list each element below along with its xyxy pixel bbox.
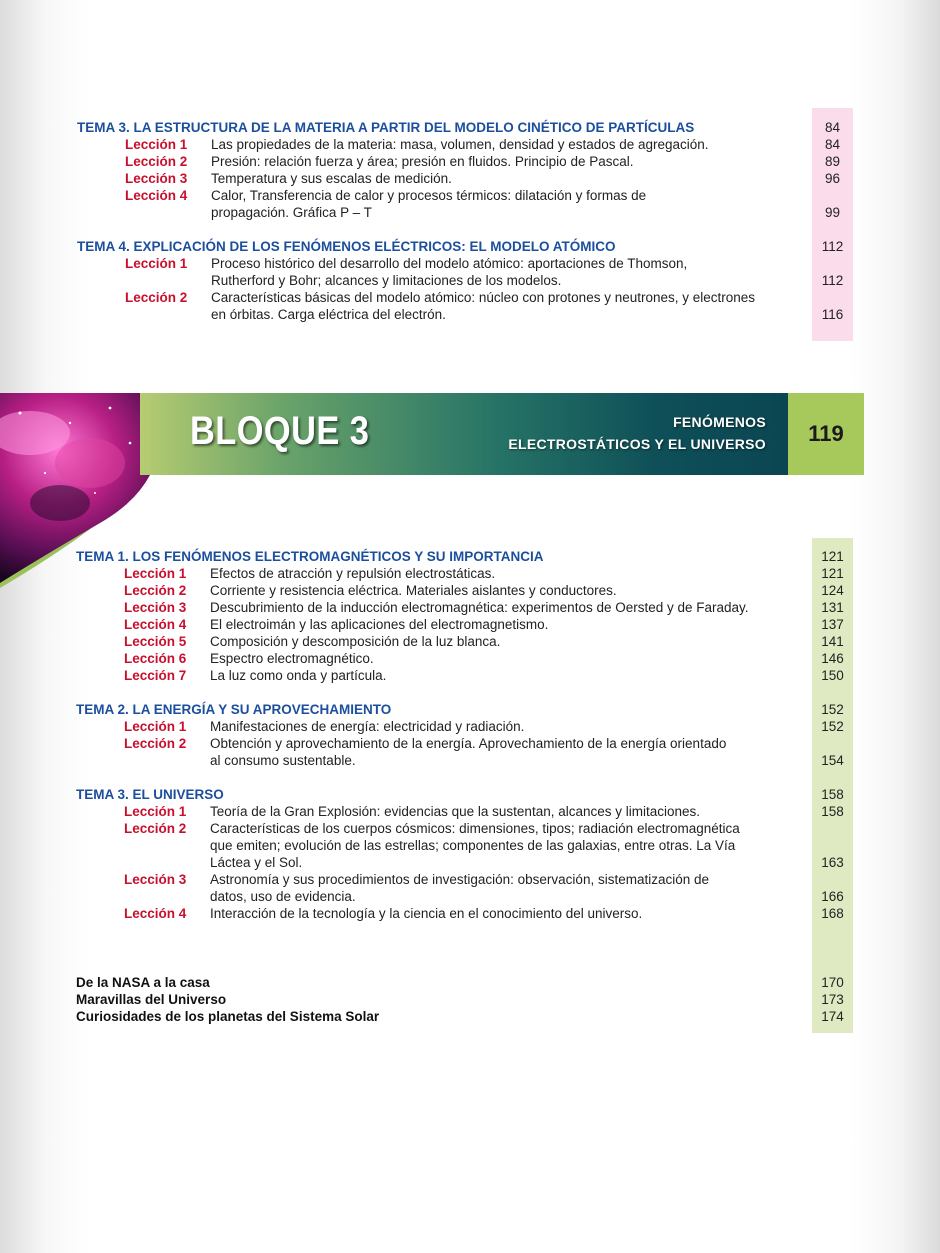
lesson-row-cont[interactable] (0, 837, 940, 854)
toc-block2-tail (0, 119, 940, 323)
lesson-label: Lección 7 (124, 668, 187, 683)
lesson-label: Lección 4 (125, 188, 188, 203)
page-number: 168 (821, 906, 844, 921)
tema-title: TEMA 4. EXPLICACIÓN DE LOS FENÓMENOS ELÉCTRICOS: EL MODELO ATÓMICO (77, 239, 616, 254)
tema-title: TEMA 3. LA ESTRUCTURA DE LA MATERIA A PARTIR DEL MODELO CINÉTICO DE PARTÍCULAS (77, 120, 695, 135)
page-number: 166 (821, 889, 844, 904)
lesson-row[interactable] (0, 289, 940, 306)
lesson-row[interactable] (0, 565, 940, 582)
tema-row[interactable] (0, 238, 940, 255)
page-number: 121 (821, 549, 844, 564)
lesson-label: Lección 2 (125, 290, 188, 305)
page-number: 150 (821, 668, 844, 683)
page-number: 121 (821, 566, 844, 581)
lesson-text: Las propiedades de la materia: masa, volumen, densidad y estados de agregación. (211, 137, 709, 152)
lesson-text: Características de los cuerpos cósmicos: dimensiones, tipos; radiación electromagnética (210, 821, 740, 836)
lesson-text: Láctea y el Sol. (210, 855, 303, 870)
lesson-row-cont[interactable] (0, 272, 940, 289)
page-number: 154 (821, 753, 844, 768)
lesson-row[interactable] (0, 153, 940, 170)
lesson-row[interactable] (0, 820, 940, 837)
block-title-line2: ELECTROSTÁTICOS Y EL UNIVERSO (508, 436, 766, 452)
lesson-text: Temperatura y sus escalas de medición. (211, 171, 452, 186)
lesson-row[interactable] (0, 582, 940, 599)
page-number: 137 (821, 617, 844, 632)
lesson-label: Lección 4 (124, 906, 187, 921)
tema-row[interactable] (0, 701, 940, 718)
lesson-row[interactable] (0, 170, 940, 187)
tema-title: TEMA 2. LA ENERGÍA Y SU APROVECHAMIENTO (76, 702, 392, 717)
lesson-text: Características básicas del modelo atómico: núcleo con protones y neutrones, y electrones (211, 290, 756, 305)
spacer (0, 769, 940, 786)
lesson-row[interactable] (0, 803, 940, 820)
lesson-text: datos, uso de evidencia. (210, 889, 356, 904)
lesson-row[interactable] (0, 136, 940, 153)
block-title (508, 411, 766, 455)
toc-extras (0, 974, 940, 1025)
lesson-text: Proceso histórico del desarrollo del modelo atómico: aportaciones de Thomson, (211, 256, 688, 271)
lesson-row[interactable] (0, 905, 940, 922)
lesson-text: Composición y descomposición de la luz blanca. (210, 634, 501, 649)
lesson-text: Rutherford y Bohr; alcances y limitaciones de los modelos. (211, 273, 562, 288)
page-number: 170 (821, 975, 844, 990)
lesson-label: Lección 3 (124, 600, 187, 615)
lesson-text: Teoría de la Gran Explosión: evidencias que la sustentan, alcances y limitaciones. (210, 804, 701, 819)
extra-title: Curiosidades de los planetas del Sistema Solar (76, 1009, 380, 1024)
tema-row[interactable] (0, 548, 940, 565)
spacer (0, 684, 940, 701)
lesson-text: Obtención y aprovechamiento de la energía. Aprovechamiento de la energía orientado (210, 736, 727, 751)
page-number: 116 (821, 307, 844, 322)
lesson-label: Lección 2 (125, 154, 188, 169)
lesson-row[interactable] (0, 718, 940, 735)
page-number: 141 (821, 634, 844, 649)
lesson-text: Astronomía y sus procedimientos de investigación: observación, sistematización de (210, 872, 709, 887)
toc-block3 (0, 548, 940, 922)
lesson-label: Lección 6 (124, 651, 187, 666)
lesson-row-cont[interactable] (0, 306, 940, 323)
lesson-label: Lección 5 (124, 634, 187, 649)
lesson-text: en órbitas. Carga eléctrica del electrón. (211, 307, 446, 322)
tema-row[interactable] (0, 786, 940, 803)
page-number: 124 (821, 583, 844, 598)
lesson-label: Lección 2 (124, 736, 187, 751)
lesson-row[interactable] (0, 871, 940, 888)
page-number: 152 (821, 702, 844, 717)
lesson-row-cont[interactable] (0, 888, 940, 905)
lesson-row[interactable] (0, 633, 940, 650)
page-number: 96 (824, 171, 841, 186)
page-number: 146 (821, 651, 844, 666)
spacer (0, 221, 940, 238)
lesson-label: Lección 3 (124, 872, 187, 887)
block-banner (0, 393, 864, 475)
lesson-text: Manifestaciones de energía: electricidad y radiación. (210, 719, 525, 734)
lesson-text: El electroimán y las aplicaciones del electromagnetismo. (210, 617, 549, 632)
extra-row[interactable] (0, 1008, 940, 1025)
lesson-label: Lección 1 (125, 256, 188, 271)
lesson-text: Espectro electromagnético. (210, 651, 374, 666)
lesson-row[interactable] (0, 187, 940, 204)
lesson-row-cont[interactable] (0, 752, 940, 769)
lesson-text: Corriente y resistencia eléctrica. Materiales aislantes y conductores. (210, 583, 617, 598)
block-label: BLOQUE 3 (190, 409, 370, 453)
extra-row[interactable] (0, 974, 940, 991)
page-number: 152 (821, 719, 844, 734)
lesson-label: Lección 1 (124, 566, 187, 581)
lesson-row-cont[interactable] (0, 204, 940, 221)
block-title-line1: FENÓMENOS (673, 414, 766, 430)
tema-title: TEMA 3. EL UNIVERSO (76, 787, 224, 802)
page-number: 99 (824, 205, 841, 220)
extra-row[interactable] (0, 991, 940, 1008)
extra-title: Maravillas del Universo (76, 992, 227, 1007)
lesson-label: Lección 1 (125, 137, 188, 152)
lesson-label: Lección 1 (124, 719, 187, 734)
lesson-label: Lección 4 (124, 617, 187, 632)
lesson-row[interactable] (0, 735, 940, 752)
page-number: 174 (821, 1009, 844, 1024)
lesson-row-cont[interactable] (0, 854, 940, 871)
page-number: 131 (821, 600, 844, 615)
page-number: 112 (821, 273, 844, 288)
lesson-label: Lección 2 (124, 583, 187, 598)
page-number: 84 (824, 137, 841, 152)
lesson-label: Lección 3 (125, 171, 188, 186)
tema-row[interactable] (0, 119, 940, 136)
lesson-text: propagación. Gráfica P – T (211, 205, 372, 220)
page-number: 163 (821, 855, 844, 870)
tema-title: TEMA 1. LOS FENÓMENOS ELECTROMAGNÉTICOS Y SU IMPORTANCIA (76, 549, 544, 564)
lesson-label: Lección 1 (124, 804, 187, 819)
page-number: 84 (824, 120, 841, 135)
lesson-row[interactable] (0, 667, 940, 684)
lesson-row[interactable] (0, 650, 940, 667)
lesson-text: Presión: relación fuerza y área; presión en fluidos. Principio de Pascal. (211, 154, 634, 169)
lesson-text: Descubrimiento de la inducción electromagnética: experimentos de Oersted y de Faraday. (210, 600, 749, 615)
lesson-text: La luz como onda y partícula. (210, 668, 387, 683)
page-number: 112 (821, 239, 844, 254)
lesson-row[interactable] (0, 616, 940, 633)
block-page-number: 119 (788, 393, 864, 475)
lesson-text: al consumo sustentable. (210, 753, 356, 768)
lesson-text: Efectos de atracción y repulsión electrostáticas. (210, 566, 496, 581)
page-number: 173 (821, 992, 844, 1007)
lesson-row[interactable] (0, 599, 940, 616)
lesson-text: Calor, Transferencia de calor y procesos térmicos: dilatación y formas de (211, 188, 647, 203)
lesson-text: Interacción de la tecnología y la ciencia en el conocimiento del universo. (210, 906, 643, 921)
extra-title: De la NASA a la casa (76, 975, 210, 990)
lesson-label: Lección 2 (124, 821, 187, 836)
lesson-text: que emiten; evolución de las estrellas; componentes de las galaxias, entre otras. La Vía (210, 838, 736, 853)
page-number: 89 (824, 154, 841, 169)
page-number: 158 (821, 787, 844, 802)
page-number: 158 (821, 804, 844, 819)
lesson-row[interactable] (0, 255, 940, 272)
